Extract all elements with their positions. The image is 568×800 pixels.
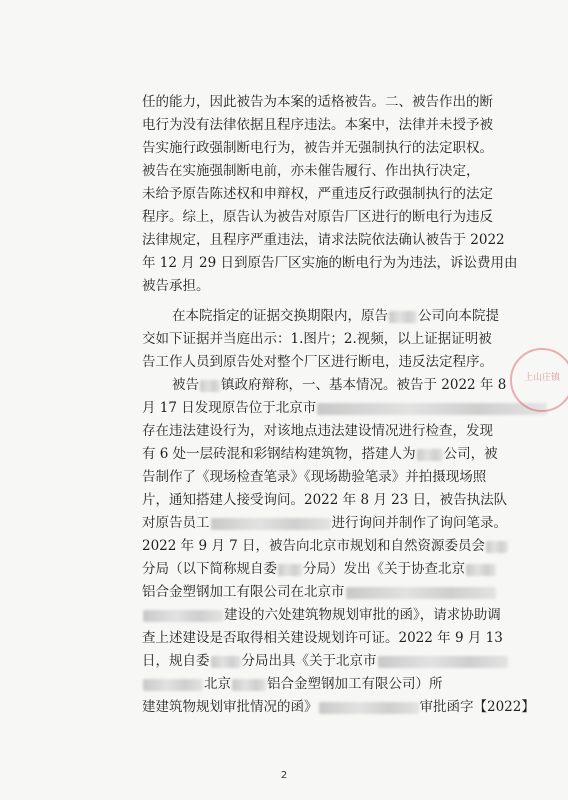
text-line (142, 605, 501, 625)
text-segment: 铝合金塑钢加工有限公司）所 (267, 676, 443, 692)
redaction-block (417, 449, 443, 461)
text-segment: 北京 (204, 676, 231, 692)
text-segment: 有 6 处一层砖混和彩钢结构建筑物，搭建人为 (142, 446, 416, 462)
redaction-block (143, 679, 203, 691)
text-line (172, 306, 499, 326)
text-segment: 对原告员工 (142, 515, 210, 531)
text-line (142, 628, 503, 648)
redaction-block (466, 564, 496, 576)
text-line (172, 375, 506, 395)
text-segment: 任的能力，因此被告为本案的适格被告。二、被告作出的断 (142, 94, 493, 110)
text-line (142, 536, 509, 556)
redaction-block (232, 679, 266, 691)
text-segment: 告制作了《现场检查笔录》《现场勘验笔录》并拍摄现场照 (142, 469, 487, 485)
text-segment: 片，通知搭建人接受询问。2022 年 8 月 23 日，被告执法队 (142, 492, 508, 508)
text-segment: 查上述建设是否取得相关建设规划许可证。2022 年 9 月 13 (142, 630, 503, 646)
text-segment: 告实施行政强制断电行为，被告并无强制执行的法定职权。 (142, 140, 493, 156)
text-segment: 告工作人员到原告处对整个厂区进行断电，违反法定程序。 (142, 354, 493, 370)
text-line (142, 184, 493, 204)
redaction-block (143, 610, 223, 622)
text-segment: 存在违法建设行为，对该地点违法建设情况进行检查，发现 (142, 423, 493, 439)
text-line (142, 582, 497, 602)
text-line (142, 161, 480, 181)
seal-stamp (510, 348, 568, 412)
text-segment: 年 12 月 29 日到原告厂区实施的断电行为为违法，诉讼费用由 (142, 255, 518, 271)
text-line (142, 651, 509, 671)
text-line (142, 467, 486, 487)
text-line (142, 513, 507, 533)
text-segment: 公司，被 (443, 446, 498, 462)
text-segment: 未给予原告陈述权和申辩权，严重违反行政强制执行的法定 (142, 186, 493, 202)
page-number: 2 (280, 770, 288, 781)
text-line (142, 444, 498, 464)
text-segment: 交如下证据并当庭出示：1.图片；2.视频，以上证据证明被 (142, 331, 492, 347)
text-line (142, 92, 493, 112)
text-segment: 公司向本院提 (418, 308, 499, 324)
redaction-block (319, 702, 419, 714)
text-segment: 月 17 日发现原告位于北京市 (142, 400, 317, 416)
text-segment: 建设的六处建筑物规划审批的函》，请求协助调 (224, 607, 501, 623)
text-line (142, 207, 493, 227)
text-segment: 被告在实施强制断电前，亦未催告履行、作出执行决定， (142, 163, 480, 179)
text-segment: 2022 年 9 月 7 日，被告向北京市规划和自然资源委员会 (142, 538, 485, 554)
text-line (142, 398, 548, 418)
text-segment: 法律规定，且程序严重违法，请求法院依法确认被告于 2022 (142, 232, 505, 248)
text-segment: 程序。综上，原告认为被告对原告厂区进行的断电行为违反 (142, 209, 493, 225)
redaction-block (200, 380, 220, 392)
redaction-block (389, 311, 417, 323)
redaction-block (486, 541, 508, 553)
text-line (142, 138, 493, 158)
text-line (142, 230, 505, 250)
text-line (142, 352, 493, 372)
seal-text: 上山庄镇 (523, 373, 560, 383)
redaction-block (211, 656, 241, 668)
text-segment: 铝合金塑钢加工有限公司在北京市 (142, 584, 345, 600)
text-line (142, 115, 493, 135)
text-segment: 被告承担。 (142, 278, 210, 294)
redaction-block (211, 518, 331, 530)
redaction-block (278, 564, 302, 576)
text-segment: 分局）发出《关于协查北京 (303, 561, 465, 577)
text-line (142, 421, 493, 441)
redaction-block (346, 587, 496, 599)
text-segment: 被告 (172, 377, 199, 393)
text-segment: 审批函字【2022】 (419, 699, 535, 715)
text-segment: 分局（以下简称规自委 (142, 561, 277, 577)
text-segment: 电行为没有法律依据且程序违法。本案中，法律并未授予被 (142, 117, 493, 133)
text-segment: 建建筑物规划审批情况的函》 (142, 699, 318, 715)
text-line (142, 276, 210, 296)
text-segment: 进行询问并制作了询问笔录。 (331, 515, 507, 531)
text-segment: 分局出具《关于北京市 (241, 653, 377, 669)
text-line (142, 559, 497, 579)
redaction-block (317, 403, 547, 415)
text-segment: 在本院指定的证据交换期限内，原告 (172, 308, 388, 324)
text-segment: 日，规自委 (142, 653, 210, 669)
text-line (142, 490, 507, 510)
text-line (142, 697, 535, 717)
text-segment: 镇政府辩称，一、基本情况。被告于 2022 年 8 (221, 377, 507, 393)
text-line (142, 674, 443, 694)
redaction-block (378, 656, 508, 668)
text-line (142, 329, 492, 349)
text-line (142, 253, 518, 273)
